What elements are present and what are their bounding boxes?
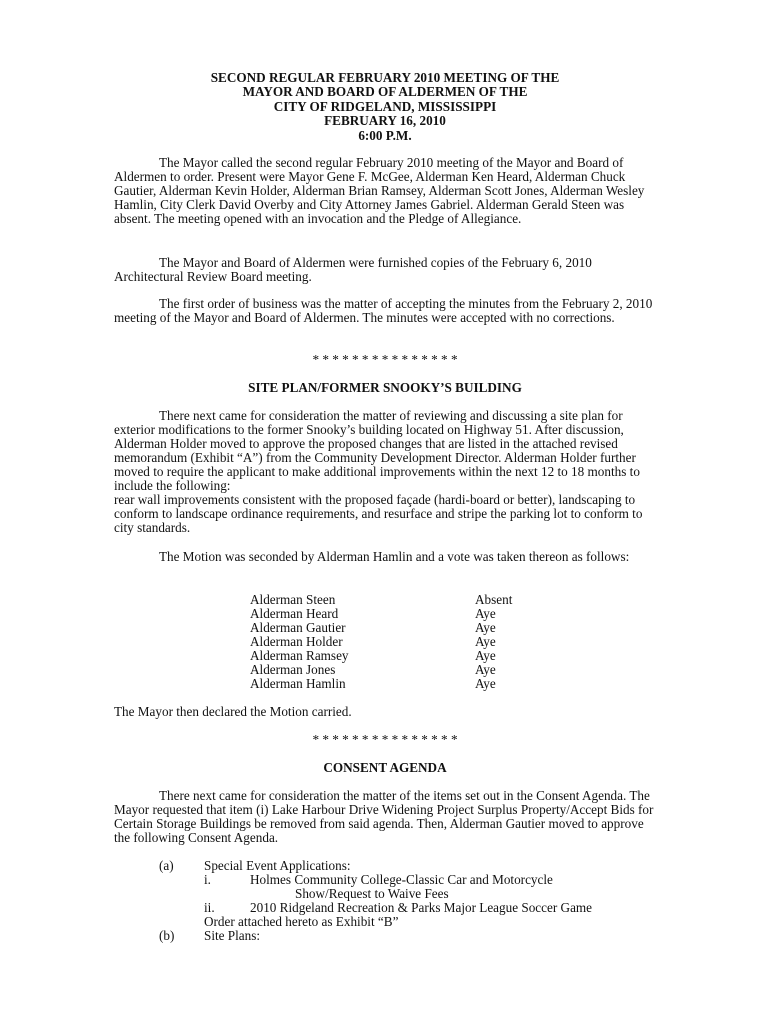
vote-table <box>250 593 512 691</box>
agenda-item-b-text: Site Plans: <box>204 928 261 943</box>
agenda-subitem-ii-text-continued: Order attached hereto as Exhibit “B” <box>204 914 399 929</box>
vote-alderman-name: Alderman Ramsey <box>250 648 349 663</box>
vote-row <box>250 607 512 621</box>
paragraph-site-plan: There next came for consideration the matter of reviewing and discussing a site plan for exterior modifications to the former Snooky’s building located on Highway 51. After discussion, Alderman Holder moved to approve the proposed changes that are listed in the attached revised memorandum (Exhibit “A”) from the Community Development Director. Alderman Holder further moved to require the applicant to make additional improvements within the next 12 to 18 months to include the following: rear wall improvements consistent with the proposed façade (hardi-board or better), landscaping to conform to landscape ordinance requirements, and resurface and stripe the parking lot to conform to city standards. <box>114 408 643 535</box>
vote-row <box>250 677 512 691</box>
heading-line-3: CITY OF RIDGELAND, MISSISSIPPI <box>273 98 497 114</box>
vote-alderman-name: Alderman Hamlin <box>250 676 346 691</box>
heading-line-1: SECOND REGULAR FEBRUARY 2010 MEETING OF THE <box>210 70 560 85</box>
vote-alderman-name: Alderman Jones <box>250 662 336 677</box>
agenda-item-a-text: Special Event Applications: <box>204 858 351 873</box>
paragraph-motion-seconded: The Motion was seconded by Alderman Hamlin and a vote was taken thereon as follows: <box>159 549 630 564</box>
agenda-subitem-i-text-continued: Show/Request to Waive Fees <box>295 886 449 901</box>
heading-line-4: FEBRUARY 16, 2010 <box>324 113 446 129</box>
vote-alderman-name: Alderman Gautier <box>250 620 346 635</box>
vote-result: Absent <box>475 592 513 607</box>
vote-row <box>250 649 512 663</box>
separator-2: * * * * * * * * * * * * * * * <box>312 732 458 747</box>
agenda-subitem-ii-label: ii. <box>204 900 215 915</box>
paragraph-arb-copies: The Mayor and Board of Aldermen were furnished copies of the February 6, 2010 Architectural Review Board meeting. <box>114 255 592 284</box>
heading-line-5: 6:00 P.M. <box>358 127 412 143</box>
paragraph-motion-carried: The Mayor then declared the Motion carried. <box>114 704 352 719</box>
separator-1: * * * * * * * * * * * * * * * <box>312 352 458 367</box>
vote-result: Aye <box>475 620 496 635</box>
vote-result: Aye <box>475 676 496 691</box>
vote-row <box>250 635 512 649</box>
agenda-subitem-i-text: Holmes Community College-Classic Car and Motorcycle <box>250 872 553 887</box>
vote-alderman-name: Alderman Holder <box>250 634 343 649</box>
agenda-item-b-label: (b) <box>159 928 175 943</box>
document-heading <box>0 71 770 143</box>
vote-alderman-name: Alderman Heard <box>250 606 339 621</box>
vote-row <box>250 621 512 635</box>
paragraph-consent-agenda: There next came for consideration the matter of the items set out in the Consent Agenda. The Mayor requested that item (i) Lake Harbour Drive Widening Project Surplus Property/Accept Bids for Certain Storage Buildings be removed from said agenda. Then, Alderman Gautier moved to approve the following Consent Agenda. <box>114 788 654 845</box>
vote-result: Aye <box>475 648 496 663</box>
vote-result: Aye <box>475 634 496 649</box>
heading-line-2: MAYOR AND BOARD OF ALDERMEN OF THE <box>242 84 528 100</box>
section-title-consent-agenda: CONSENT AGENDA <box>323 760 447 775</box>
vote-alderman-name: Alderman Steen <box>250 592 336 607</box>
vote-result: Aye <box>475 606 496 621</box>
agenda-subitem-ii-text: 2010 Ridgeland Recreation & Parks Major League Soccer Game <box>250 900 593 915</box>
paragraph-minutes: The first order of business was the matter of accepting the minutes from the February 2, 2010 meeting of the Mayor and Board of Aldermen. The minutes were accepted with no corrections. <box>114 296 653 325</box>
section-title-site-plan: SITE PLAN/FORMER SNOOKY’S BUILDING <box>248 380 522 395</box>
vote-result: Aye <box>475 662 496 677</box>
paragraph-call-to-order: The Mayor called the second regular February 2010 meeting of the Mayor and Board of Aldermen to order. Present were Mayor Gene F. McGee, Alderman Ken Heard, Alderman Chuck Gautier, Alderman Kevin Holder, Alderman Brian Ramsey, Alderman Scott Jones, Alderman Wesley Hamlin, City Clerk David Overby and City Attorney James Gabriel. Alderman Gerald Steen was absent. The meeting opened with an invocation and the Pledge of Allegiance. <box>114 155 645 226</box>
agenda-item-a-label: (a) <box>159 858 174 873</box>
vote-row <box>250 663 512 677</box>
agenda-subitem-i-label: i. <box>204 872 211 887</box>
vote-row <box>250 593 512 607</box>
